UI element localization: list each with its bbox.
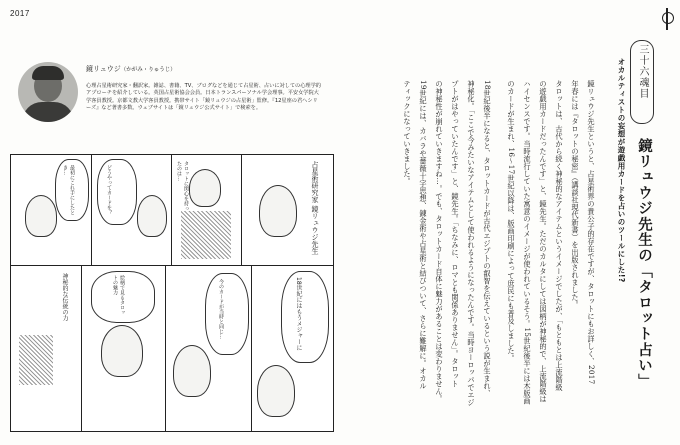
body-column: ハイセンスです。当時流行していた寓意のイメージが使われているそう。15世紀後半には木版画 bbox=[523, 80, 532, 405]
manga-panel bbox=[11, 155, 92, 265]
body-column: プトがはやっていたんです」と、鏡先生。「ちなみに、ロマとも関係ありません」。タロット bbox=[451, 80, 460, 388]
manga-row-1 bbox=[11, 155, 333, 266]
body-column: のカードが生まれ、16〜17世紀以降は、版画印刷によって庶民にも普及しました。 bbox=[507, 80, 516, 362]
manga-strip bbox=[10, 154, 334, 432]
manga-panel bbox=[11, 265, 82, 431]
manga-panel bbox=[171, 155, 242, 265]
body-column: ティックになっていきました。 bbox=[403, 80, 412, 185]
author-photo bbox=[18, 62, 78, 122]
manga-row-2 bbox=[11, 265, 333, 431]
body-column: 18世紀後半になると、タロットカードが古代エジプトの叡智を伝えているという説が生まれ、 bbox=[483, 80, 492, 398]
bookmark-icon bbox=[660, 8, 674, 30]
article-subtitle: オカルティストの妄想が遊戯用カードを占いのツールにした!? bbox=[617, 58, 626, 283]
body-column: タロットは、古代から続く神秘的なアイテムというイメージでしたが、「もともとは上流階級 bbox=[555, 80, 564, 392]
page-number: 2017 bbox=[10, 9, 30, 18]
body-column: の神秘性が崩れていきますね…。でも、タロットカード自体に魅力があることは変わりません。 bbox=[435, 80, 444, 403]
manga-text: どうやってカードを？ bbox=[106, 165, 112, 215]
body-column: 19世紀には、カバラや薔薇十字思想、錬金術や占星術と結びついて、さらに難解に。オカル bbox=[419, 80, 428, 390]
manga-text: 18世紀にはもうメジャーに bbox=[295, 277, 302, 351]
chapter-label: 三十六魂目 bbox=[637, 44, 648, 99]
manga-text: 絵柄で見るタロットの魅力 bbox=[112, 275, 125, 315]
body-column: 鏡リュウジ先生というと、占星術界の貴公子的存在ですが、タロットにもお詳しく、2017 bbox=[587, 80, 596, 385]
manga-text: 神秘的な伝統の力 bbox=[61, 273, 68, 321]
author-bio: 心理占星術研究家・翻訳家。雑誌、書籍、TV、ブログなどを通じて占星術、占いに対しての心理学的アプローチを紹介している。英国占星術協会会員。日本トランスパーソナル学会理事。平安女学院大学客員教授。京都文教大学客員教授。携帯サイト「鏡リュウジの占星術」監修。『12星座の君へシリーズ』など著書多数。ウェブサイトは「鏡リュウジ公式サイト」で検索を。 bbox=[86, 82, 321, 112]
manga-text: 今のカードが当時と同じ… bbox=[218, 279, 224, 339]
article-body bbox=[340, 40, 680, 420]
manga-text: タロットに関心を持ったのは… bbox=[176, 161, 189, 211]
manga-text: 最初にこれ手にしたとき… bbox=[62, 165, 75, 215]
author-reading: （かがみ・りゅうじ） bbox=[120, 67, 176, 73]
manga-panel bbox=[81, 265, 166, 431]
manga-panel bbox=[165, 265, 252, 431]
body-column: の遊戯用カードだったんです」と、鏡先生。ただのカルタにしては図柄が神秘的で、上流階級は bbox=[539, 80, 548, 403]
manga-text: 占星術研究家 鏡リュウジ先生 bbox=[311, 161, 319, 255]
right-page bbox=[340, 0, 680, 445]
manga-panel bbox=[251, 265, 333, 431]
body-column: 神秘化。「ここで今みたいなアイテムとして使われるようになったんです。当時ヨーロッパでエジ bbox=[467, 80, 476, 407]
article-title: 鏡リュウジ先生の「タロット占い」 bbox=[636, 138, 653, 390]
manga-panel bbox=[91, 155, 172, 265]
body-column: 年春には『タロットの秘密』（講談社現代新書）を出版されました。 bbox=[571, 80, 580, 309]
author-name: 鏡リュウジ bbox=[86, 65, 121, 73]
author-profile bbox=[18, 60, 323, 130]
manga-panel bbox=[241, 155, 333, 265]
